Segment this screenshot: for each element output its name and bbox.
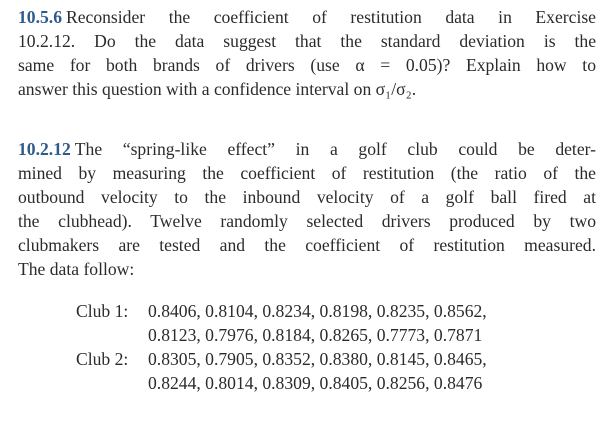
exercise-10-2-12-line-4: the clubhead). Twelve randomly selected drivers produced by two — [18, 210, 596, 231]
exercise-10-2-12 — [18, 138, 596, 281]
club-2-values-line-2: 0.8244, 0.8014, 0.8309, 0.8405, 0.8256, 0.8476 — [148, 372, 483, 393]
exercise-10-5-6-line-2: 10.2.12. Do the data suggest that the standard deviation is the — [18, 30, 596, 51]
exercise-number: 10.2.12 — [18, 139, 71, 159]
club-2-row — [18, 348, 596, 372]
exercise-text: The “spring-like effect” in a golf club could be deter- — [74, 139, 596, 159]
exercise-10-5-6 — [18, 6, 596, 102]
club-data-block — [18, 300, 596, 396]
club-1-values-line-2: 0.8123, 0.7976, 0.8184, 0.8265, 0.7773, 0.7871 — [148, 324, 483, 345]
exercise-10-2-12-line-3: outbound velocity to the inbound velocity of a golf ball fired at — [18, 186, 596, 207]
exercise-number: 10.5.6 — [18, 7, 62, 27]
club-2-label: Club 2: — [76, 348, 129, 369]
exercise-10-2-12-line-2: mined by measuring the coefficient of restitution (the ratio of the — [18, 162, 596, 183]
exercise-text: Reconsider the coefficient of restitution data in Exercise — [65, 7, 596, 27]
exercise-10-5-6-line-4: answer this question with a confidence interval on σ₁/σ₂. — [18, 78, 417, 99]
exercise-10-2-12-line-1 — [18, 138, 596, 162]
club-2-values-line-1: 0.8305, 0.7905, 0.8352, 0.8380, 0.8145, 0.8465, — [148, 348, 487, 369]
exercise-10-5-6-line-1 — [18, 6, 596, 30]
exercise-10-5-6-line-3: same for both brands of drivers (use α = 0.05)? Explain how to — [18, 54, 596, 75]
club-1-row — [18, 300, 596, 324]
exercise-10-2-12-line-6: The data follow: — [18, 258, 135, 279]
exercise-10-2-12-line-5: clubmakers are tested and the coefficient of restitution measured. — [18, 234, 596, 255]
club-1-values-line-1: 0.8406, 0.8104, 0.8234, 0.8198, 0.8235, 0.8562, — [148, 301, 487, 321]
club-1-label: Club 1: — [76, 301, 129, 321]
